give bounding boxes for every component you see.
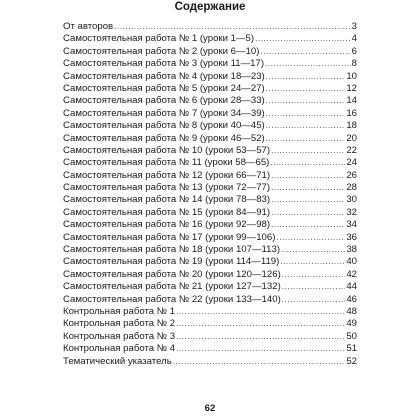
dot-leader xyxy=(173,356,346,368)
toc-entry-page: 22 xyxy=(346,144,357,156)
toc-entry xyxy=(63,232,357,244)
toc-entry-label: Самостоятельная работа № 13 (уроки 72—77) xyxy=(63,182,271,194)
toc-entry xyxy=(63,256,357,268)
dot-leader xyxy=(266,71,346,83)
toc-entry-page: 12 xyxy=(346,82,357,94)
toc-entry-page: 3 xyxy=(351,21,357,32)
dot-leader xyxy=(176,331,345,343)
toc-entry-label: Самостоятельная работа № 11 (уроки 58—65) xyxy=(63,157,270,169)
toc-entry xyxy=(63,157,357,169)
toc-entry xyxy=(63,306,357,318)
toc-entry-label: Самостоятельная работа № 1 (уроки 1—5) xyxy=(63,33,255,45)
toc-entry-label: Контрольная работа № 3 xyxy=(63,330,176,342)
toc-entry-label: Контрольная работа № 4 xyxy=(63,343,176,355)
toc-entry-page: 10 xyxy=(346,70,357,82)
toc-entry-label: Самостоятельная работа № 21 (уроки 127—132) xyxy=(63,281,281,293)
toc-entry xyxy=(63,108,357,120)
toc-entry-label: Самостоятельная работа № 15 (уроки 84—91) xyxy=(63,206,271,218)
dot-leader xyxy=(281,244,345,256)
dot-leader xyxy=(255,33,351,45)
toc-entry xyxy=(63,71,357,83)
dot-leader xyxy=(176,306,345,318)
toc-entry-page: 52 xyxy=(346,355,357,367)
toc-entry xyxy=(63,331,357,343)
toc-entry-page: 8 xyxy=(351,58,357,70)
toc-entry-page: 46 xyxy=(346,293,357,305)
toc-entry xyxy=(63,21,357,33)
dot-leader xyxy=(282,294,346,306)
toc-entry-label: Самостоятельная работа № 7 (уроки 34—39) xyxy=(63,107,265,119)
toc-entry-label: Самостоятельная работа № 3 (уроки 11—17) xyxy=(63,58,265,70)
toc-entry-page: 51 xyxy=(346,343,357,355)
toc-entry xyxy=(63,207,357,219)
toc-entry-label: Самостоятельная работа № 17 (уроки 99—106) xyxy=(63,231,276,243)
dot-leader xyxy=(266,108,346,120)
toc-entry-label: Самостоятельная работа № 12 (уроки 66—71) xyxy=(63,169,271,181)
toc-entry-page: 32 xyxy=(346,206,357,218)
page-number: 62 xyxy=(204,403,216,414)
toc-entry xyxy=(63,219,357,231)
toc-entry-page: 6 xyxy=(351,45,357,57)
dot-leader xyxy=(176,343,345,355)
toc-entry-label: Самостоятельная работа № 18 (уроки 107—113) xyxy=(63,244,281,256)
dot-leader xyxy=(276,232,345,244)
dot-leader xyxy=(266,120,346,132)
toc-entry-page: 26 xyxy=(346,169,357,181)
toc-entry-label: Самостоятельная работа № 9 (уроки 46—52) xyxy=(63,132,265,144)
toc-entry-page: 44 xyxy=(346,281,357,293)
toc-entry xyxy=(63,294,357,306)
toc-entry-page: 18 xyxy=(346,120,357,132)
toc-entry-label: Самостоятельная работа № 16 (уроки 92—98) xyxy=(63,219,271,231)
toc-entry-page: 34 xyxy=(346,219,357,231)
dot-leader xyxy=(280,256,345,268)
dot-leader xyxy=(266,133,346,145)
toc-entry-label: Самостоятельная работа № 2 (уроки 6—10) xyxy=(63,45,260,57)
dot-leader xyxy=(266,83,346,95)
toc-entry xyxy=(63,269,357,281)
dot-leader xyxy=(271,145,345,157)
dot-leader xyxy=(265,58,351,70)
toc-entry xyxy=(63,318,357,330)
toc-entry-label: Контрольная работа № 1 xyxy=(63,305,176,317)
toc-entry xyxy=(63,95,357,107)
toc-entry xyxy=(63,33,357,45)
dot-leader xyxy=(282,281,346,293)
toc-entry-page: 38 xyxy=(346,244,357,256)
toc-entry xyxy=(63,46,357,58)
toc-entry xyxy=(63,58,357,70)
dot-leader xyxy=(176,318,345,330)
toc-entry xyxy=(63,281,357,293)
toc-entry-label: Самостоятельная работа № 14 (уроки 78—83) xyxy=(63,194,271,206)
toc-entry xyxy=(63,182,357,194)
toc-entry-page: 36 xyxy=(346,231,357,243)
toc-entry xyxy=(63,170,357,182)
toc-entry-label: Самостоятельная работа № 5 (уроки 24—27) xyxy=(63,82,265,94)
toc-entry-label: Самостоятельная работа № 22 (уроки 133—140) xyxy=(63,293,281,305)
toc-entry-page: 48 xyxy=(346,305,357,317)
toc-entry-label: Самостоятельная работа № 20 (уроки 120—126) xyxy=(63,268,281,280)
dot-leader xyxy=(282,269,346,281)
toc-entry-label: Самостоятельная работа № 8 (уроки 40—45) xyxy=(63,120,265,132)
page-title: Содержание xyxy=(174,1,246,13)
toc-entry xyxy=(63,244,357,256)
dot-leader xyxy=(271,194,345,206)
toc-entry-page: 20 xyxy=(346,132,357,144)
toc-entry-page: 14 xyxy=(346,95,357,107)
toc-entry xyxy=(63,120,357,132)
dot-leader xyxy=(114,21,351,33)
toc-entry-page: 16 xyxy=(346,107,357,119)
toc-entry-page: 50 xyxy=(346,330,357,342)
toc-entry-page: 28 xyxy=(346,182,357,194)
toc-entry-label: От авторов xyxy=(63,21,114,32)
toc-entry-page: 30 xyxy=(346,194,357,206)
toc-entry-page: 4 xyxy=(351,33,357,45)
toc-entry-page: 40 xyxy=(346,256,357,268)
toc-entry-label: Контрольная работа № 2 xyxy=(63,318,176,330)
toc-entry-label: Самостоятельная работа № 6 (уроки 28—33) xyxy=(63,95,265,107)
toc-entry-label: Самостоятельная работа № 19 (уроки 114—119) xyxy=(63,256,280,268)
toc-entry-label: Самостоятельная работа № 4 (уроки 18—23) xyxy=(63,70,265,82)
toc-entry xyxy=(63,194,357,206)
toc-entry xyxy=(63,133,357,145)
toc-entry xyxy=(63,356,357,368)
toc-entry xyxy=(63,343,357,355)
dot-leader xyxy=(270,157,345,169)
dot-leader xyxy=(260,46,350,58)
dot-leader xyxy=(271,170,345,182)
toc-entry-label: Самостоятельная работа № 10 (уроки 53—57) xyxy=(63,144,271,156)
toc-entry xyxy=(63,145,357,157)
toc-entry xyxy=(63,83,357,95)
toc-entry-label: Тематический указатель xyxy=(63,355,172,367)
toc-entry-page: 42 xyxy=(346,268,357,280)
dot-leader xyxy=(271,182,345,194)
dot-leader xyxy=(271,207,345,219)
dot-leader xyxy=(266,95,346,107)
toc-entry-page: 49 xyxy=(346,318,357,330)
table-of-contents xyxy=(63,21,357,368)
dot-leader xyxy=(271,219,345,231)
toc-entry-page: 24 xyxy=(346,157,357,169)
